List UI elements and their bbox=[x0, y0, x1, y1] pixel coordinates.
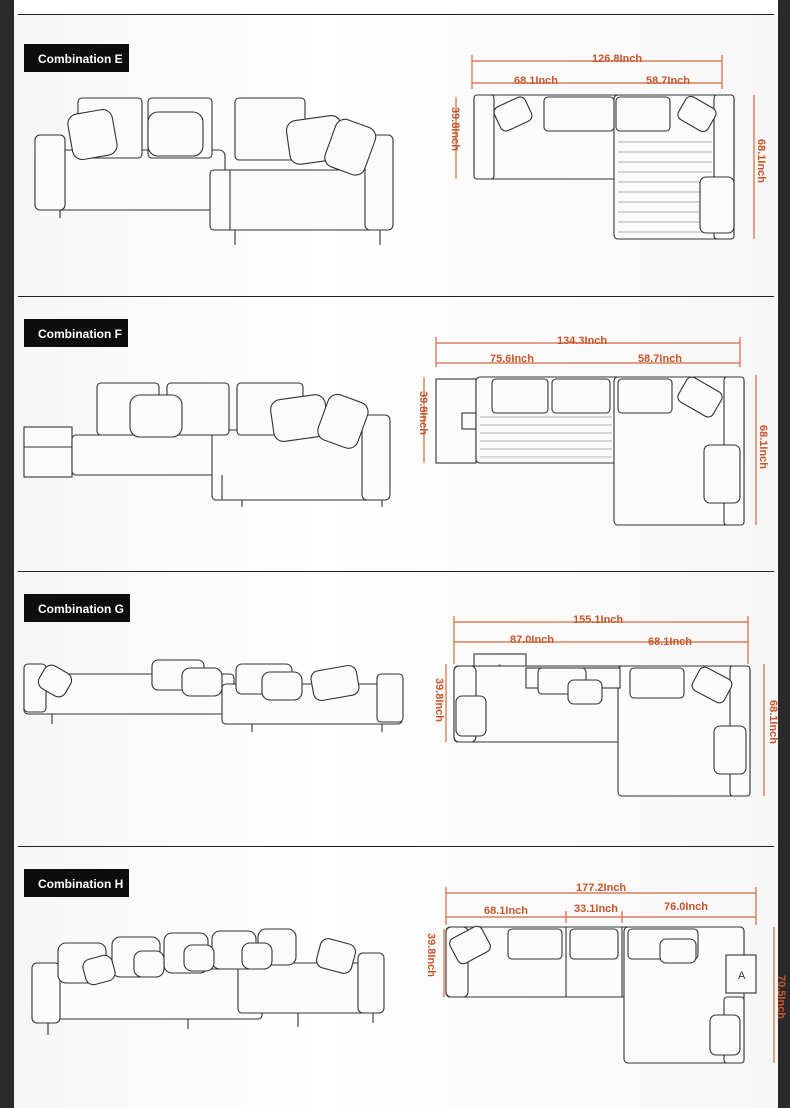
combination-g-panel bbox=[14, 572, 778, 846]
depth-label: 39.8Inch bbox=[449, 107, 461, 152]
floor-plan-e bbox=[434, 47, 774, 287]
overall-width-label: 177.2Inch bbox=[576, 882, 627, 894]
table-mark: A bbox=[738, 970, 746, 982]
depth-label: 39.8Inch bbox=[425, 933, 437, 978]
floor-plan-f bbox=[412, 329, 772, 539]
overall-width-label: 155.1Inch bbox=[573, 614, 624, 626]
chaise-length-label: 68.1Inch bbox=[755, 139, 767, 184]
chaise-length-label: 70.5Inch bbox=[775, 975, 787, 1020]
overall-width-label: 126.8Inch bbox=[592, 53, 643, 65]
floor-plan-h bbox=[420, 879, 787, 1079]
combination-f-badge: Combination F bbox=[24, 319, 128, 347]
chaise-length-label: 68.1Inch bbox=[767, 700, 779, 745]
segment-2-width-label: 58.7Inch bbox=[638, 353, 683, 365]
combination-h-badge: Combination H bbox=[24, 869, 129, 897]
combination-e-panel bbox=[14, 15, 778, 296]
combination-h-panel bbox=[14, 847, 787, 1108]
sofa-sketch-f bbox=[22, 375, 402, 515]
sofa-sketch-h bbox=[28, 923, 398, 1053]
segment-1-width-label: 87.0Inch bbox=[510, 634, 555, 646]
combination-e-badge: Combination E bbox=[24, 44, 129, 72]
chaise-length-label: 68.1Inch bbox=[757, 425, 769, 470]
sofa-sketch-g bbox=[22, 654, 412, 734]
segment-2-width-label: 58.7Inch bbox=[646, 75, 691, 87]
segment-3-width-label: 76.0Inch bbox=[664, 901, 709, 913]
segment-2-width-label: 33.1Inch bbox=[574, 903, 619, 915]
sofa-sketch-e bbox=[30, 90, 400, 260]
segment-1-width-label: 75.6Inch bbox=[490, 353, 535, 365]
overall-width-label: 134.3Inch bbox=[557, 335, 608, 347]
segment-1-width-label: 68.1Inch bbox=[514, 75, 559, 87]
segment-2-width-label: 68.1Inch bbox=[648, 636, 693, 648]
left-frame-border bbox=[0, 0, 14, 1108]
depth-label: 39.8Inch bbox=[433, 678, 445, 723]
floor-plan-g bbox=[418, 608, 778, 808]
segment-1-width-label: 68.1Inch bbox=[484, 905, 529, 917]
combination-f-panel bbox=[14, 297, 778, 571]
depth-label: 39.8Inch bbox=[417, 391, 429, 436]
combination-g-badge: Combination G bbox=[24, 594, 130, 622]
